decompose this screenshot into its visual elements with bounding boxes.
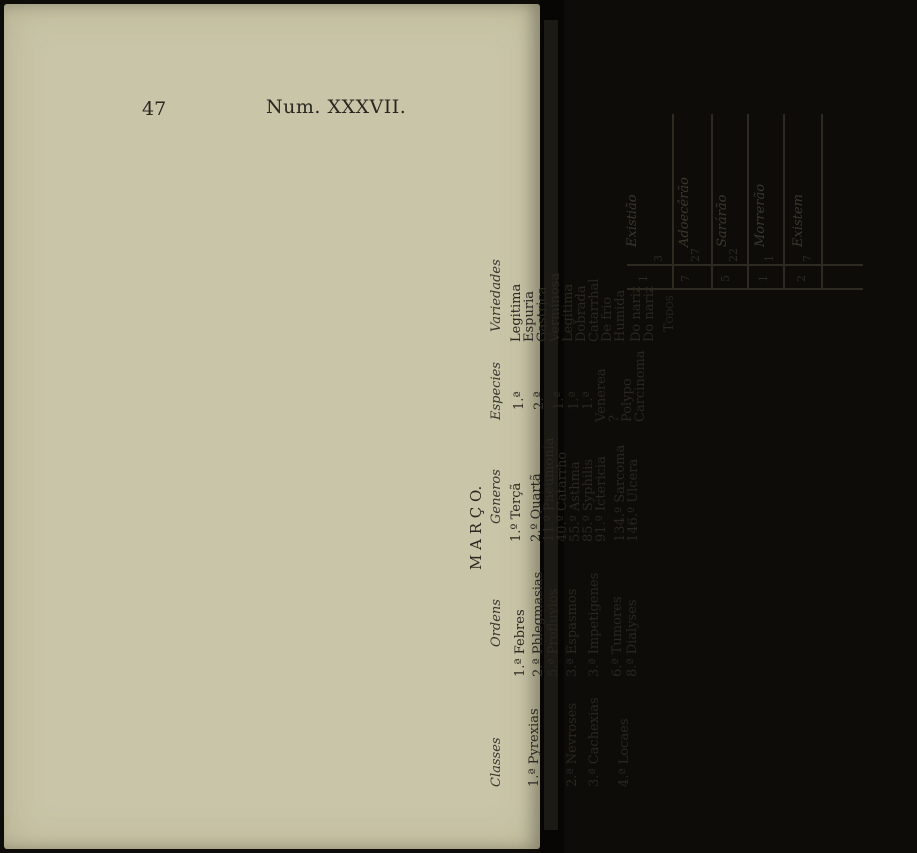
classe-4: 4.ª Locaes	[617, 718, 632, 787]
variedade-11: Do nariz	[642, 286, 657, 342]
col-ordens: Ordens	[489, 599, 504, 647]
tally-sararao: 5	[719, 275, 732, 282]
ordem-5: 3.ª Impetigenes	[587, 572, 602, 677]
ordem-1: 1.ª Febres	[513, 609, 528, 677]
variedade-5: Legitima	[561, 283, 576, 342]
especie-5: 1.ª	[581, 391, 596, 410]
total-morrerao: 1	[763, 255, 776, 262]
ordem-3: 5.ª Profluvios	[546, 588, 561, 677]
classe-2: 2.ª Nevroses	[565, 702, 580, 787]
total-adoecerao: 27	[689, 248, 702, 262]
especie-2: 2.ª	[532, 391, 547, 410]
ordem-7: 8.ª Dialyses	[625, 599, 640, 677]
genero-1: 1.º Terçã	[509, 482, 524, 542]
variedade-7: Catarrhal	[587, 278, 602, 342]
total-existem: 7	[801, 255, 814, 262]
especie-9: Carcinoma	[633, 350, 648, 422]
genero-9: 146.º Ulcera	[626, 458, 641, 542]
genero-8: 134.º Sarcoma	[613, 444, 628, 542]
tally-existiao: 1	[637, 275, 650, 282]
col-existem: Existem	[791, 194, 806, 247]
tally-existem: 2	[795, 275, 808, 282]
especie-3: 1.ª	[552, 391, 567, 410]
especie-4: 1.ª	[567, 391, 582, 410]
table-border	[627, 288, 863, 290]
ordem-4: 3.ª Espasmos	[565, 588, 580, 677]
total-divider	[627, 265, 863, 267]
variedade-6: Dobrada	[574, 285, 589, 342]
tally-morrerao: 1	[757, 275, 770, 282]
page-number: 47	[142, 98, 167, 120]
col-morrerao: Morrerão	[753, 183, 768, 247]
total-existiao: 3	[652, 255, 665, 262]
especie-1: 1.ª	[512, 391, 527, 410]
especie-7: ?	[607, 415, 622, 422]
col-classes: Classes	[489, 737, 504, 787]
variedade-3: Gastrica	[535, 286, 550, 342]
variedade-9: Humida	[613, 289, 628, 342]
variedade-1: Legitima	[509, 283, 524, 342]
rotated-table	[457, 102, 917, 802]
ordem-2: 2.ª Phlegmasias	[531, 571, 546, 677]
month-title: M A R Ç O.	[467, 485, 485, 570]
table-number: Num. XXXVII.	[266, 96, 407, 118]
variedade-2: Espuria	[522, 291, 537, 342]
genero-4: 40.º Catarrho	[555, 451, 570, 542]
especie-8: Polypo	[620, 378, 635, 422]
tally-adoecerao: 7	[679, 275, 692, 282]
col-adoecerao: Adoecêrão	[677, 177, 692, 247]
genero-6: 85.º Syphilis	[581, 458, 596, 542]
col-sararao: Sarárão	[715, 194, 730, 247]
classe-1: 1.ª Pyrexias	[527, 708, 542, 787]
especie-6: Venerea	[594, 368, 609, 422]
variedade-8: De frio	[600, 296, 615, 342]
genero-5: 55.º Asthma	[568, 461, 583, 542]
genero-2: 2.º Quartã	[529, 473, 544, 542]
variedade-10: Do nariz	[629, 286, 644, 342]
col-variedades: Variedades	[489, 259, 504, 332]
col-generos: Generos	[489, 469, 504, 524]
col-especies: Especies	[489, 362, 504, 420]
variedade-4: Verminosa	[548, 272, 563, 342]
classe-3: 3.ª Cachexias	[587, 697, 602, 787]
col-existiao: Existião	[625, 194, 640, 247]
genero-7: 91.º Ictericia	[594, 456, 609, 542]
ordem-6: 6.ª Tumores	[610, 596, 625, 677]
todos-label: Todos	[662, 295, 677, 332]
genero-3: 11.º Pneumonia	[542, 437, 557, 542]
total-sararao: 22	[727, 248, 740, 262]
